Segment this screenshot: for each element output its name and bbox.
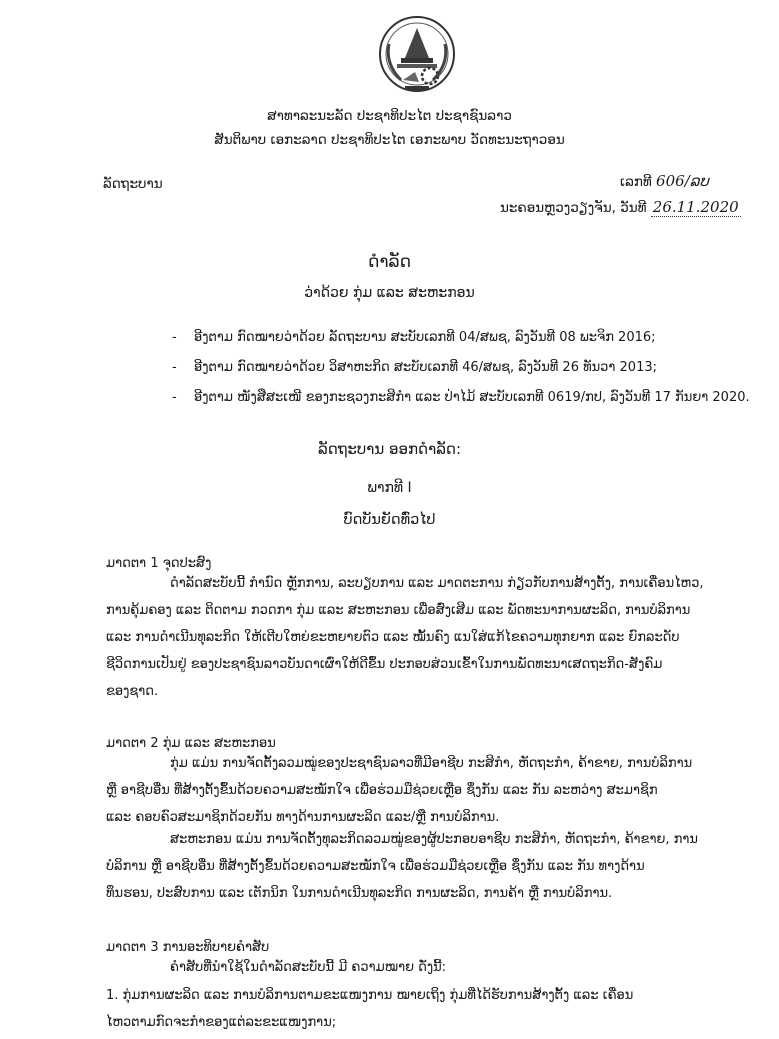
document-subtitle: ວ່າດ້ວຍ ກຸ່ມ ແລະ ສະຫະກອນ [304,285,475,301]
date-prefix: ນະຄອນຫຼວງວຽງຈັນ, ວັນທີ [500,200,647,216]
decree-date [500,198,741,216]
part-title: ບົດບັນຍັດທົ່ວໄປ [343,512,436,528]
article-body: ດຳລັດສະບັບນີ້ ກຳນົດ ຫຼັກການ, ລະບຽບການ ແລະ ມາດຕະການ ກ່ຽວກັບການສ້າງຕັ້ງ, ການເຄື່ອນໄຫວ, ການຄຸ້ມຄອງ ແລະ ຕິດຕາມ ກວດກາ ກຸ່ມ ແລະ ສະຫະກອນ ເພື່ອສົ່ງເສີມ ແລະ ພັດທະນາການຜະລິດ, ການບໍລິການ ແລະ ການດຳເນີນທຸລະກິດ ໃຫ້ເຕີບໃຫຍ່ຂະຫຍາຍຕົວ ແລະ ໝັ້ນຄົງ ແນໃສ່ແກ້ໄຂຄວາມທຸກຍາກ ແລະ ຍົກລະດັບ ຊີວິດການເປັນຢູ່ ຂອງປະຊາຊົນລາວບັນດາເຜົ່າໃຫ້ດີຂຶ້ນ ປະກອບສ່ວນເຂົ້າໃນການພັດທະນາເສດຖະກິດ-ສັງຄົມ ຂອງຊາດ. [106,576,704,699]
part-number: ພາກທີ I [367,480,412,496]
issuance-statement: ລັດຖະບານ ອອກດຳລັດ: [317,440,462,458]
number-value: 606/ລບ [656,172,709,190]
reference-item: - ອີງຕາມ ກົດໝາຍວ່າດ້ວຍ ລັດຖະບານ ສະບັບເລກທີ 04/ສພຊ, ລົງວັນທີ 08 ພະຈິກ 2016; [172,330,656,345]
article-heading: ມາດຕາ 2 ກຸ່ມ ແລະ ສະຫະກອນ [106,736,276,751]
issuer-label: ລັດຖະບານ [103,176,163,192]
article-heading: ມາດຕາ 1 ຈຸດປະສົງ [106,556,212,571]
date-value: 26.11.2020 [652,198,739,216]
national-motto: ສັນຕິພາບ ເອກະລາດ ປະຊາທິປະໄຕ ເອກະພາບ ວັດທະນະຖາວອນ [214,132,565,148]
article-heading: ມາດຕາ 3 ການອະທິບາຍຄຳສັບ [106,940,270,955]
article-body: ສະຫະກອນ ແມ່ນ ການຈັດຕັ້ງທຸລະກິດລວມໝູ່ຂອງຜູ້ປະກອບອາຊີບ ກະສິກຳ, ຫັດຖະກຳ, ຄ້າຂາຍ, ການ ບໍລິການ ຫຼື ອາຊີບອື່ນ ທີ່ສ້າງຕັ້ງຂຶ້ນດ້ວຍຄວາມສະໝັກໃຈ ເພື່ອຮ່ວມມືຊ່ວຍເຫຼືອ ຊຶ່ງກັນ ແລະ ກັນ ທາງດ້ານ ທຶນຮອນ, ປະສົບການ ແລະ ເຕັກນິກ ໃນການດຳເນີນທຸລະກິດ ການຜະລິດ, ການຄ້າ ຫຼື ການບໍລິການ. [106,832,698,901]
decree-number [620,172,709,190]
reference-item: - ອີງຕາມ ກົດໝາຍວ່າດ້ວຍ ວິສາຫະກິດ ສະບັບເລກທີ 46/ສພຊ, ລົງວັນທີ 26 ທັນວາ 2013; [172,360,657,375]
country-name: ສາທາລະນະລັດ ປະຊາທິປະໄຕ ປະຊາຊົນລາວ [267,108,512,124]
number-label: ເລກທີ [620,174,652,190]
article-body: ຄຳສັບທີ່ນຳໃຊ້ໃນດຳລັດສະບັບນີ້ ມີ ຄວາມໝາຍ ດັ່ງນີ້: [170,960,447,975]
national-emblem-icon [375,14,459,94]
reference-item: - ອີງຕາມ ໜັງສືສະເໜີ ຂອງກະຊວງກະສິກຳ ແລະ ປ່າໄມ້ ສະບັບເລກທີ 0619/ກປ, ລົງວັນທີ 17 ກັນຍາ 2020. [172,390,750,405]
document-title: ດຳລັດ [368,252,411,272]
definition-item: 1. ກຸ່ມການຜະລິດ ແລະ ການບໍລິການຕາມຂະແໜງການ ໝາຍເຖິງ ກຸ່ມທີ່ໄດ້ຮັບການສ້າງຕັ້ງ ແລະ ເຄື່ອນ ໄຫວຕາມກົດຈະກຳຂອງແຕ່ລະຂະແໜງການ; [106,988,634,1030]
article-body: ກຸ່ມ ແມ່ນ ການຈັດຕັ້ງລວມໝູ່ຂອງປະຊາຊົນລາວທີ່ມີອາຊີບ ກະສິກຳ, ຫັດຖະກຳ, ຄ້າຂາຍ, ການບໍລິການ ຫຼື ອາຊີບອື່ນ ທີ່ສ້າງຕັ້ງຂຶ້ນດ້ວຍຄວາມສະໝັກໃຈ ເພື່ອຮ່ວມມືຊ່ວຍເຫຼືອ ຊຶ່ງກັນ ແລະ ກັນ ລະຫວ່າງ ສະມາຊິກ ແລະ ຄອບຄົວສະມາຊິກດ້ວຍກັນ ທາງດ້ານການຜະລິດ ແລະ/ຫຼື ການບໍລິການ. [106,756,693,825]
